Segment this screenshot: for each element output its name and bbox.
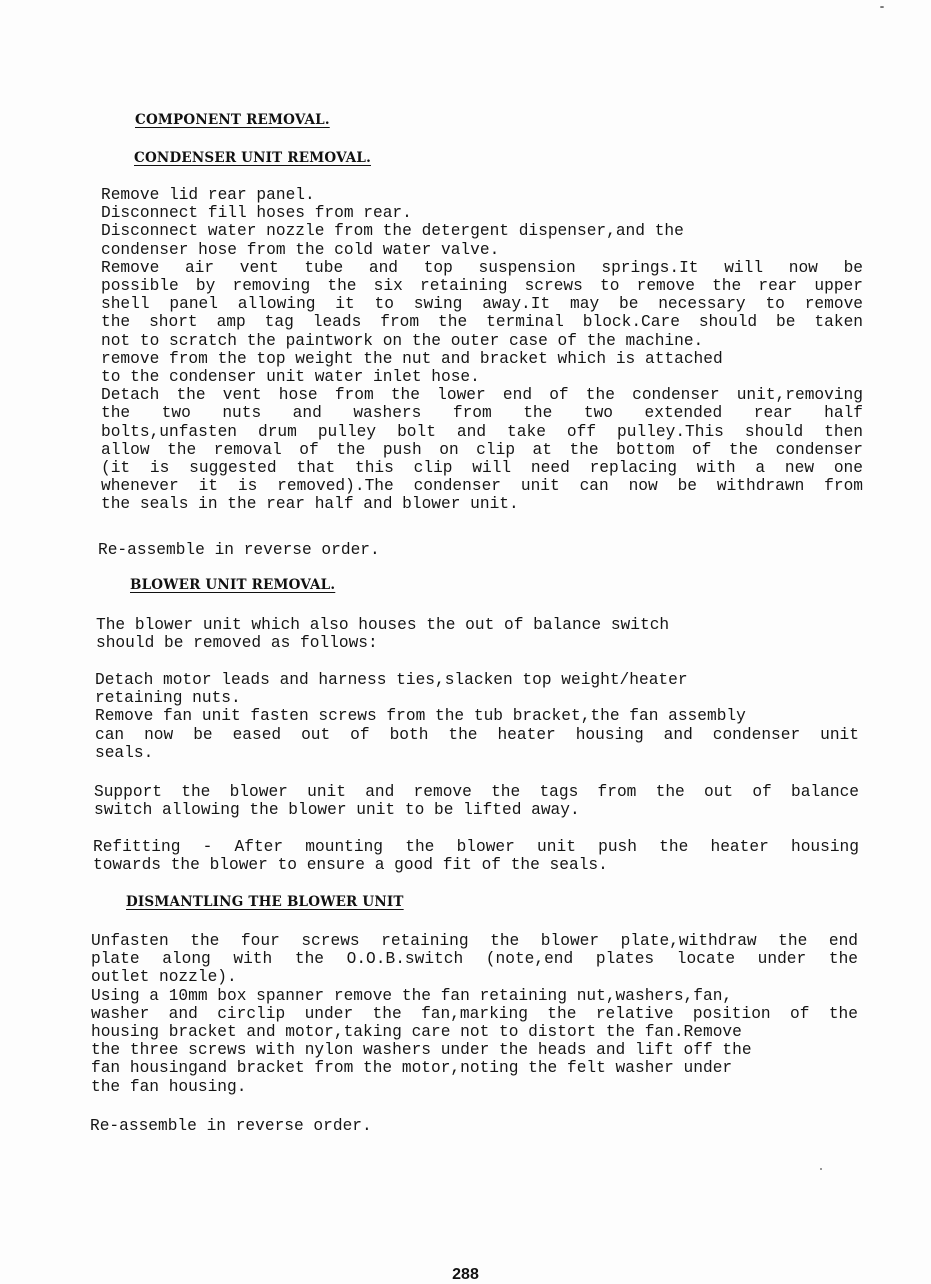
- text-line: Unfasten the four screws retaining the blower plate,withdraw the end: [91, 932, 858, 950]
- blower-intro: [96, 616, 669, 652]
- blower-refitting-note: [93, 838, 859, 874]
- text-line: remove from the top weight the nut and bracket which is attached: [101, 349, 723, 368]
- heading-dismantling-blower-unit: DISMANTLING THE BLOWER UNIT: [126, 894, 404, 910]
- text-line: Detach motor leads and harness ties,slacken top weight/heater: [95, 671, 688, 689]
- text-line: allow the removal of the push on clip at the bottom of the condenser: [101, 440, 863, 459]
- text-line: the short amp tag leads from the terminal block.Care should be taken: [101, 313, 863, 332]
- text-line: should be removed as follows:: [96, 634, 378, 653]
- text-line: seals.: [95, 743, 154, 762]
- text-line: condenser hose from the cold water valve.: [101, 240, 500, 259]
- text-line: bolts,unfasten drum pulley bolt and take off pulley.This should then: [101, 422, 863, 441]
- text-line: whenever it is removed).The condenser unit can now be withdrawn from: [101, 477, 863, 496]
- text-line: washer and circlip under the fan,marking the relative position of the: [91, 1004, 858, 1023]
- text-line: Remove fan unit fasten screws from the tub bracket,the fan assembly: [95, 707, 746, 726]
- dismantling-instructions: [91, 932, 858, 1096]
- text-line: Remove air vent tube and top suspension springs.It will now be: [101, 258, 863, 277]
- text-line: outlet nozzle).: [91, 968, 237, 987]
- text-line: can now be eased out of both the heater housing and condenser unit: [95, 725, 859, 744]
- condenser-instructions: [101, 186, 863, 514]
- heading-component-removal: COMPONENT REMOVAL.: [135, 112, 330, 128]
- text-line: retaining nuts.: [95, 689, 241, 708]
- dismantling-reassemble-note: Re-assemble in reverse order.: [90, 1117, 372, 1135]
- scan-speck: [880, 6, 884, 8]
- blower-support-instructions: [94, 783, 859, 819]
- scan-speck: [820, 1168, 822, 1170]
- text-line: plate along with the O.O.B.switch (note,end plates locate under the: [91, 950, 858, 969]
- text-line: shell panel allowing it to swing away.It may be necessary to remove: [101, 295, 863, 314]
- text-line: Detach the vent hose from the lower end of the condenser unit,removing: [101, 386, 863, 405]
- text-line: possible by removing the six retaining screws to remove the rear upper: [101, 277, 863, 296]
- text-line: Disconnect water nozzle from the detergent dispenser,and the: [101, 222, 684, 241]
- text-line: Remove lid rear panel.: [101, 186, 315, 204]
- condenser-reassemble-note: Re-assemble in reverse order.: [98, 541, 380, 559]
- blower-detach-instructions: [95, 671, 859, 762]
- heading-blower-unit-removal: BLOWER UNIT REMOVAL.: [130, 577, 336, 593]
- text-line: the two nuts and washers from the two extended rear half: [101, 404, 863, 423]
- text-line: not to scratch the paintwork on the outer case of the machine.: [101, 331, 704, 350]
- text-line: the seals in the rear half and blower unit.: [101, 495, 519, 514]
- text-line: the three screws with nylon washers under the heads and lift off the: [91, 1041, 752, 1060]
- text-line: (it is suggested that this clip will need replacing with a new one: [101, 459, 863, 478]
- text-line: Disconnect fill hoses from rear.: [101, 204, 412, 223]
- text-line: housing bracket and motor,taking care not to distort the fan.Remove: [91, 1023, 742, 1042]
- text-line: Using a 10mm box spanner remove the fan retaining nut,washers,fan,: [91, 986, 733, 1005]
- text-line: the fan housing.: [91, 1077, 247, 1096]
- text-line: Refitting - After mounting the blower unit push the heater housing: [93, 838, 859, 856]
- text-line: to the condenser unit water inlet hose.: [101, 368, 480, 387]
- text-line: fan housingand bracket from the motor,noting the felt washer under: [91, 1059, 733, 1078]
- heading-condenser-unit-removal: CONDENSER UNIT REMOVAL.: [134, 150, 371, 166]
- text-line: switch allowing the blower unit to be lifted away.: [94, 801, 580, 820]
- text-line: The blower unit which also houses the out of balance switch: [96, 616, 670, 634]
- text-line: towards the blower to ensure a good fit of the seals.: [93, 856, 608, 875]
- text-line: Support the blower unit and remove the tags from the out of balance: [94, 783, 859, 801]
- page-number: 288: [452, 1266, 479, 1283]
